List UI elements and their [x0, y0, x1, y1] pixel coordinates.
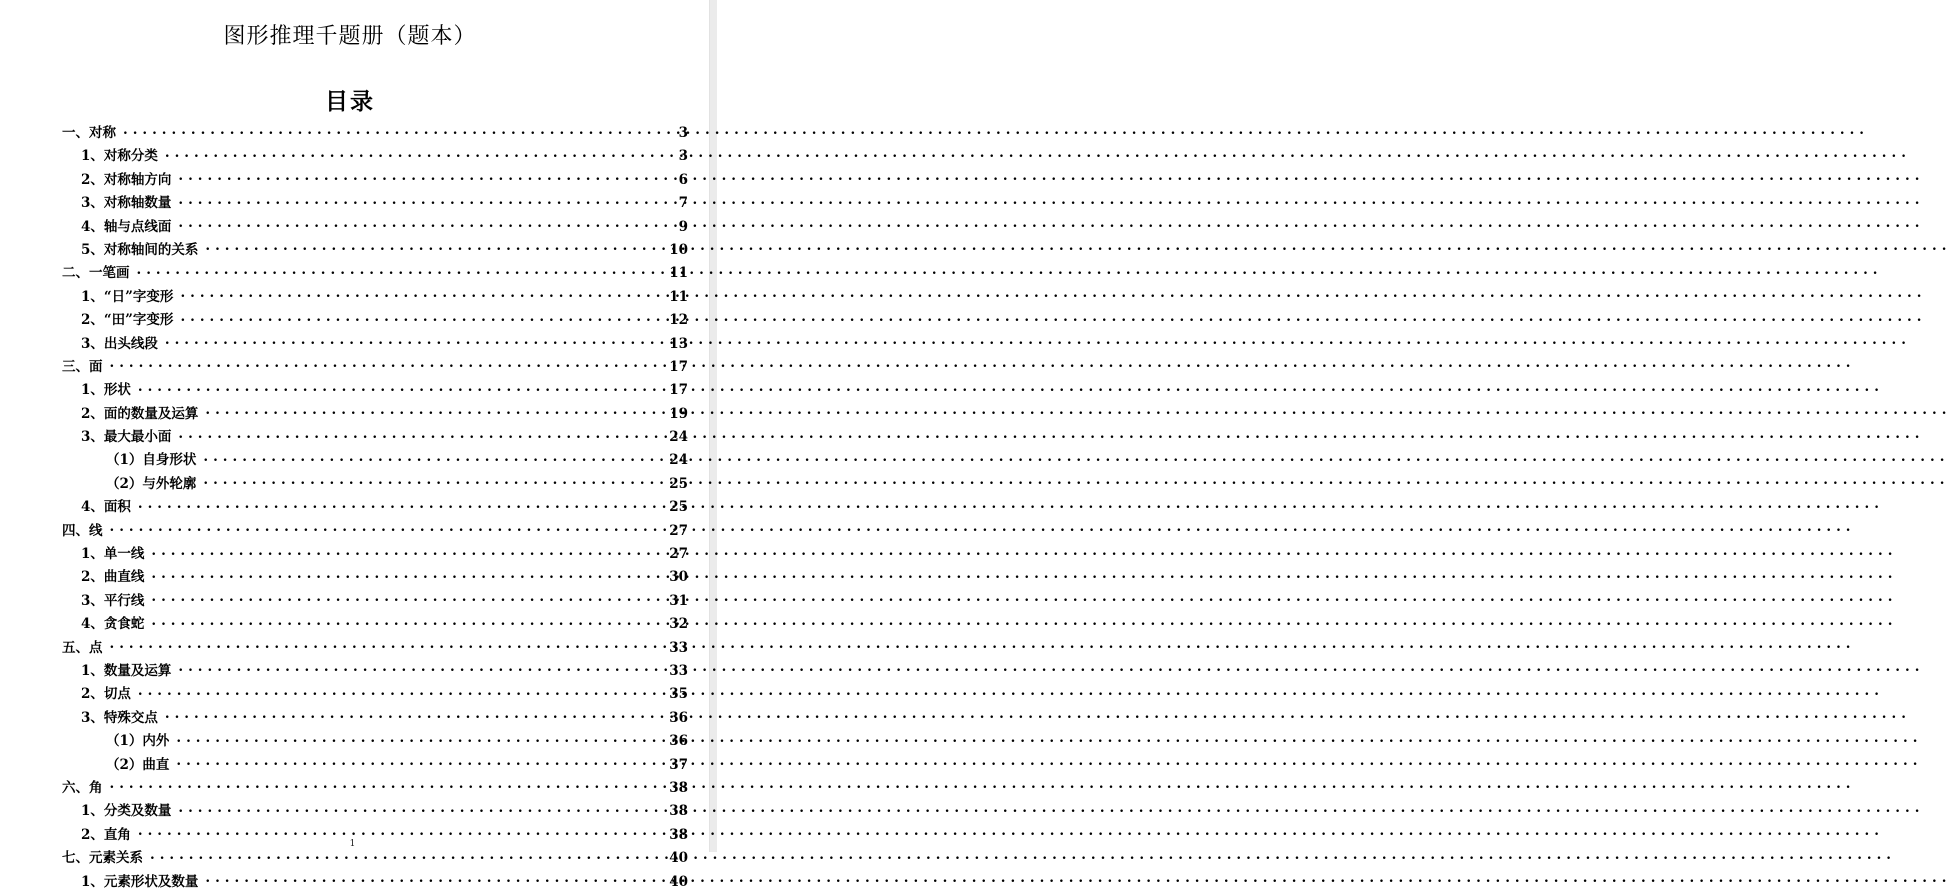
toc-entry-page-number: 12 [669, 312, 688, 329]
toc-leader-dots [110, 357, 662, 371]
toc-entry-label: 一、对称 [62, 125, 116, 141]
toc-entry[interactable] [62, 543, 688, 566]
toc-entry-label: 2、面的数量及运算 [81, 405, 199, 422]
toc-entry[interactable] [62, 683, 688, 706]
toc-entry-label: 3、特殊交点 [81, 709, 158, 726]
toc-entry-label: 五、点 [62, 639, 103, 656]
toc-leader-dots [205, 240, 661, 254]
toc-entry-page-number: 27 [669, 522, 688, 539]
toc-leader-dots [150, 849, 661, 863]
toc-entry-label: 1、分类及数量 [81, 803, 172, 820]
toc-entry[interactable] [62, 169, 688, 192]
toc-entry[interactable] [62, 520, 688, 543]
toc-entry-page-number: 27 [669, 546, 688, 563]
toc-leader-dots [203, 474, 661, 488]
toc-leader-dots [165, 708, 661, 722]
toc-entry[interactable] [62, 707, 688, 730]
toc-entry[interactable] [62, 754, 688, 777]
toc-entry[interactable] [62, 800, 688, 823]
toc-entry-label: 4、面积 [81, 499, 131, 516]
toc-entry[interactable] [62, 122, 688, 145]
toc-entry-label: 3、平行线 [81, 592, 145, 609]
toc-entry-label: 3、出头线段 [81, 335, 158, 352]
toc-leader-dots [178, 428, 661, 442]
toc-entry[interactable] [62, 356, 688, 379]
toc-entry[interactable] [62, 496, 688, 519]
toc-entry-label: 二、一笔画 [62, 265, 130, 282]
toc-entry-label: （2）曲直 [106, 756, 170, 773]
toc-leader-dots [151, 615, 661, 629]
toc-entry-page-number: 24 [669, 429, 688, 446]
toc-leader-dots [176, 732, 661, 746]
toc-entry-label: 2、切点 [81, 686, 131, 703]
toc-entry-page-number: 19 [669, 405, 688, 422]
toc-entry[interactable] [62, 192, 688, 215]
toc-entry[interactable] [62, 286, 688, 309]
toc-entry-page-number: 17 [669, 358, 688, 375]
toc-entry[interactable] [62, 613, 688, 636]
toc-entry-page-number: 33 [669, 662, 688, 679]
toc-entry-label: 1、形状 [81, 382, 131, 399]
toc-entry[interactable] [62, 333, 688, 356]
toc-entry[interactable] [62, 449, 688, 472]
toc-entry[interactable] [62, 590, 688, 613]
toc-entry-label: 4、贪食蛇 [81, 616, 145, 633]
toc-entry-page-number: 40 [669, 850, 688, 867]
toc-entry[interactable] [62, 145, 688, 168]
toc-entry-label: 2、曲直线 [81, 569, 145, 586]
toc-entry-label: 七、元素关系 [62, 850, 143, 867]
toc-entry-page-number: 13 [669, 335, 688, 352]
toc-leader-dots [151, 591, 661, 605]
toc-leader-dots [178, 217, 661, 231]
toc-entry-label: 1、“日”字变形 [81, 288, 174, 305]
toc-leader-dots [178, 194, 661, 208]
toc-leader-dots [138, 381, 661, 395]
toc-entry[interactable] [62, 871, 688, 894]
toc-leader-dots [151, 568, 661, 582]
toc-leader-dots [180, 311, 661, 325]
toc-entry-label: 三、面 [62, 358, 103, 375]
toc-entry-label: （2）与外轮廓 [106, 475, 197, 492]
toc-entry-page-number: 38 [669, 779, 688, 796]
toc-entry-page-number: 6 [678, 171, 688, 188]
toc-entry-page-number: 36 [669, 733, 688, 750]
toc-entry[interactable] [62, 637, 688, 660]
toc-entry-page-number: 38 [669, 826, 688, 843]
toc-entry-page-number: 3 [678, 125, 688, 141]
table-of-contents-heading: 目录 [325, 88, 375, 115]
toc-leader-dots [138, 685, 661, 699]
toc-leader-dots [151, 545, 661, 559]
toc-leader-dots [176, 755, 661, 769]
toc-leader-dots [138, 825, 661, 839]
toc-leader-dots [165, 147, 661, 161]
toc-entry-page-number: 25 [669, 499, 688, 516]
toc-entry-label: 1、对称分类 [81, 148, 158, 165]
toc-leader-dots [137, 264, 662, 278]
page-number: 1 [349, 839, 356, 849]
toc-entry[interactable] [62, 379, 688, 402]
toc-leader-dots [178, 661, 661, 675]
toc-entry[interactable] [62, 660, 688, 683]
toc-entry-page-number: 32 [669, 616, 688, 633]
toc-entry-label: 4、轴与点线面 [81, 218, 172, 235]
toc-entry-label: 2、直角 [81, 826, 131, 843]
toc-entry-label: 3、最大最小面 [81, 429, 172, 446]
toc-entry-page-number: 36 [669, 709, 688, 726]
toc-entry[interactable] [62, 309, 688, 332]
toc-entry[interactable] [62, 239, 688, 262]
toc-entry-page-number: 24 [669, 452, 688, 469]
toc-leader-dots [110, 521, 662, 535]
toc-entry-page-number: 37 [669, 756, 688, 773]
toc-leader-dots [178, 170, 661, 184]
toc-entry-label: 四、线 [62, 522, 103, 539]
toc-entry-page-number: 31 [669, 592, 688, 609]
toc-leader-dots [205, 872, 661, 886]
toc-entry-page-number: 33 [669, 639, 688, 656]
toc-entry-label: 2、“田”字变形 [81, 312, 174, 329]
document-title: 图形推理千题册（题本） [223, 24, 477, 49]
toc-entry-label: （1）自身形状 [106, 452, 197, 469]
toc-entry[interactable] [62, 847, 688, 870]
toc-entry[interactable] [62, 566, 688, 589]
toc-entry[interactable] [62, 216, 688, 239]
toc-entry-label: 六、角 [62, 779, 103, 796]
toc-leader-dots [110, 638, 662, 652]
toc-entry-page-number: 10 [669, 241, 688, 258]
toc-entry-label: 2、对称轴方向 [81, 171, 172, 188]
toc-entry[interactable] [62, 730, 688, 753]
toc-leader-dots [138, 498, 661, 512]
toc-leader-dots [165, 334, 661, 348]
toc-entry[interactable] [62, 403, 688, 426]
toc-entry-page-number: 11 [669, 288, 688, 305]
toc-entry-page-number: 38 [669, 803, 688, 820]
toc-entry-page-number: 35 [669, 686, 688, 703]
toc-entry[interactable] [62, 473, 688, 496]
toc-entry-page-number: 7 [678, 195, 688, 212]
toc-entry-page-number: 17 [669, 382, 688, 399]
toc-entry-label: 1、单一线 [81, 546, 145, 563]
toc-leader-dots [178, 802, 661, 816]
toc-entry-page-number: 40 [669, 873, 688, 890]
toc-entry-label: 1、数量及运算 [81, 662, 172, 679]
table-of-contents [62, 122, 688, 894]
document-page [0, 0, 717, 890]
toc-entry-page-number: 11 [669, 265, 688, 282]
toc-entry-label: 3、对称轴数量 [81, 195, 172, 212]
toc-leader-dots [110, 778, 662, 792]
toc-entry[interactable] [62, 426, 688, 449]
toc-entry-page-number: 30 [669, 569, 688, 586]
toc-leader-dots [123, 124, 661, 138]
toc-entry-label: 5、对称轴间的关系 [81, 241, 199, 258]
toc-entry-page-number: 25 [669, 475, 688, 492]
toc-leader-dots [180, 287, 661, 301]
toc-entry-page-number: 9 [678, 218, 688, 235]
toc-leader-dots [203, 451, 661, 465]
toc-leader-dots [205, 404, 661, 418]
toc-entry[interactable] [62, 777, 688, 800]
toc-entry-page-number: 3 [678, 148, 688, 165]
toc-entry-label: （1）内外 [106, 733, 170, 750]
toc-entry-label: 1、元素形状及数量 [81, 873, 199, 890]
toc-entry[interactable] [62, 262, 688, 285]
